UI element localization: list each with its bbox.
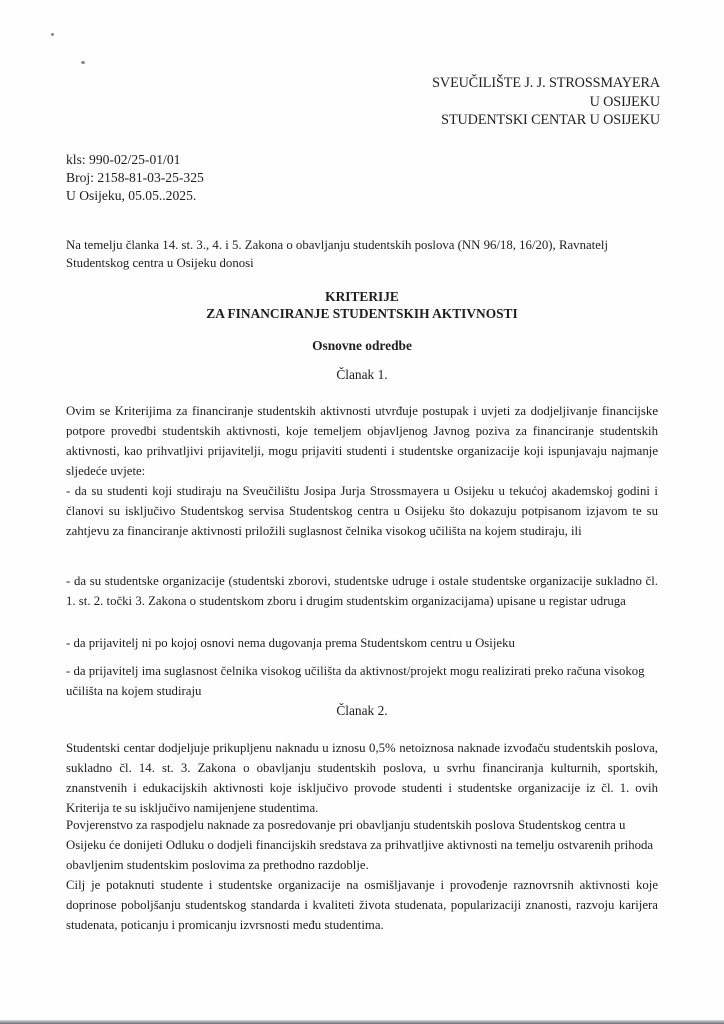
condition-item: - da su studentske organizacije (studentski zborovi, studentske udruge i ostale studentske organizacije sukladno čl. 1. st. 2. točki 3. Zakona o studentskom zboru i drugim studentskim organizacijama) upisane u registar udruga [66, 574, 658, 608]
document-reference [66, 151, 204, 205]
legal-basis-intro: Na temelju članka 14. st. 3., 4. i 5. Zakona o obavljanju studentskih poslova (NN 96/18, 16/20), Ravnatelj Studentskog centra u Osijeku donosi [66, 238, 608, 270]
article-2-heading: Članak 2. [336, 703, 388, 718]
article-2-paragraph: Studentski centar dodjeljuje prikupljenu naknadu u iznosu 0,5% netoiznosa naknade izvođaču studentskih poslova, sukladno čl. 14. st. 3. Zakona o obavljanju studentskih poslova, u svrhu financiranja kulturnih, sportskih, znanstvenih i edukacijskih aktivnosti koje isključivo provode studenti i studentske organizacije iz čl. 1. ovih Kriterija te su isključivo namijenjene studentima. [66, 741, 658, 815]
condition-item: - da su studenti koji studiraju na Sveučilištu Josipa Jurja Strossmayera u Osijeku u tekućoj akademskoj godini i članovi su isključivo Studentskog servisa Studentskog centra u Osijeku što dokazuju potpisanom izjavom te su zahtjevu za financiranje aktivnosti priložili suglasnost čelnika visokog učilišta na kojem studiraju, ili [66, 484, 658, 538]
scan-edge [0, 1020, 724, 1024]
title-line-1: KRITERIJE [325, 289, 399, 304]
registry-number: Broj: 2158-81-03-25-325 [66, 170, 204, 185]
document-title [0, 288, 724, 322]
article-1-heading: Članak 1. [336, 367, 388, 382]
condition-item: - da prijavitelj ima suglasnost čelnika visokog učilišta da aktivnost/projekt mogu realizirati preko računa visokog učilišta na kojem studiraju [66, 664, 645, 698]
class-number: kls: 990-02/25-01/01 [66, 152, 181, 167]
header-university: SVEUČILIŠTE J. J. STROSSMAYERA [432, 75, 660, 91]
header-city: U OSIJEKU [589, 93, 660, 110]
article-2-paragraph: Povjerenstvo za raspodjelu naknade za posredovanje pri obavljanju studentskih poslova Studentskog centra u Osijeku će donijeti Odluku o dodjeli financijskih sredstava za prihvatljive aktivnosti na temelju ostvarenih prihoda obavljenim studentskim poslovima za prethodno razdoblje. [66, 818, 654, 872]
section-heading: Osnovne odredbe [312, 338, 412, 353]
condition-item: - da prijavitelj ni po kojoj osnovi nema dugovanja prema Studentskom centru u Osijeku [66, 636, 515, 650]
title-line-2: ZA FINANCIRANJE STUDENTSKIH AKTIVNOSTI [206, 306, 518, 321]
article-2-paragraph: Cilj je potaknuti studente i studentske organizacije na osmišljavanje i provođenje raznovrsnih aktivnosti koje doprinose poboljšanju studentskog standarda i kvaliteti života studenata, popularizaciji znanosti, razvoju karijera studenata, poticanju i promicanju izvrsnosti među studentima. [66, 878, 658, 932]
scan-speck [51, 33, 54, 36]
header-student-center: STUDENTSKI CENTAR U OSIJEKU [441, 112, 660, 128]
institution-header [432, 74, 660, 130]
scan-speck [81, 61, 85, 64]
article-1-paragraph: Ovim se Kriterijima za financiranje studentskih aktivnosti utvrđuje postupak i uvjeti za dodjeljivanje financijske potpore provedbi studentskih aktivnosti, koje temeljem objavljenog Javnog poziva za financiranje studentskih aktivnosti, kao prihvatljivi prijavitelji, mogu prijaviti studenti i studentske organizacije koji ispunjavaju najmanje sljedeće uvjete: [66, 404, 658, 478]
place-date: U Osijeku, 05.05..2025. [66, 188, 197, 203]
